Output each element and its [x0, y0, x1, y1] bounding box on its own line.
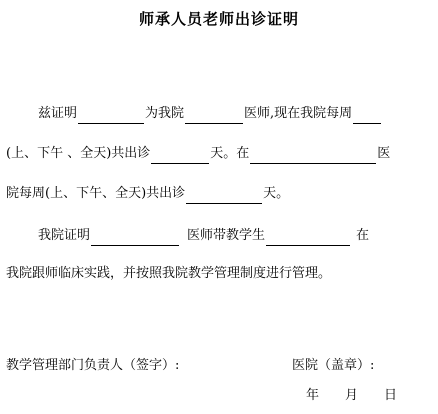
text-teaching-student: 医师带教学生: [187, 228, 266, 243]
blank-week: [353, 107, 381, 124]
text-hospital-char: 医: [377, 146, 391, 161]
text-we-certify: 我院证明: [38, 228, 91, 243]
para2-line1: [38, 226, 369, 246]
label-teaching-head-signature: 教学管理部门负责人（签字）:: [6, 358, 180, 373]
signature-right: [292, 356, 374, 376]
para1-line2: [6, 144, 390, 164]
date-day: [384, 386, 397, 406]
label-day: 日: [384, 388, 398, 403]
blank-teacher: [91, 229, 179, 246]
blank-student: [266, 229, 350, 246]
text-our-hospital: 为我院: [145, 106, 185, 121]
date-year: [306, 386, 319, 406]
blank-days-2: [186, 187, 262, 204]
blank-title: [185, 107, 243, 124]
text-certify: 兹证明: [38, 106, 78, 121]
text-doctor-weekly: 医师,现在我院每周: [244, 106, 353, 121]
text-shift-choice: (上、下午 、全天)共出诊: [6, 146, 151, 161]
text-days-end: 天。: [263, 186, 290, 201]
para1-line3: [6, 184, 289, 204]
document-title: 师承人员老师出诊证明: [138, 10, 299, 28]
text-at: 在: [356, 228, 370, 243]
signature-left: [6, 356, 179, 376]
blank-name: [78, 107, 144, 124]
label-hospital-seal: 医院（盖章）:: [292, 358, 375, 373]
para1-line1: [38, 104, 382, 124]
blank-days: [151, 147, 209, 164]
text-hospital-weekly: 院每周(上、下午、全天)共出诊: [6, 186, 186, 201]
text-practice-management: 我院跟师临床实践，并按照我院教学管理制度进行管理。: [6, 266, 332, 281]
label-year: 年: [306, 388, 320, 403]
text-days-at: 天。在: [210, 146, 250, 161]
date-month: [345, 386, 358, 406]
label-month: 月: [345, 388, 359, 403]
para2-line2: [6, 264, 331, 284]
blank-hospital: [250, 147, 376, 164]
